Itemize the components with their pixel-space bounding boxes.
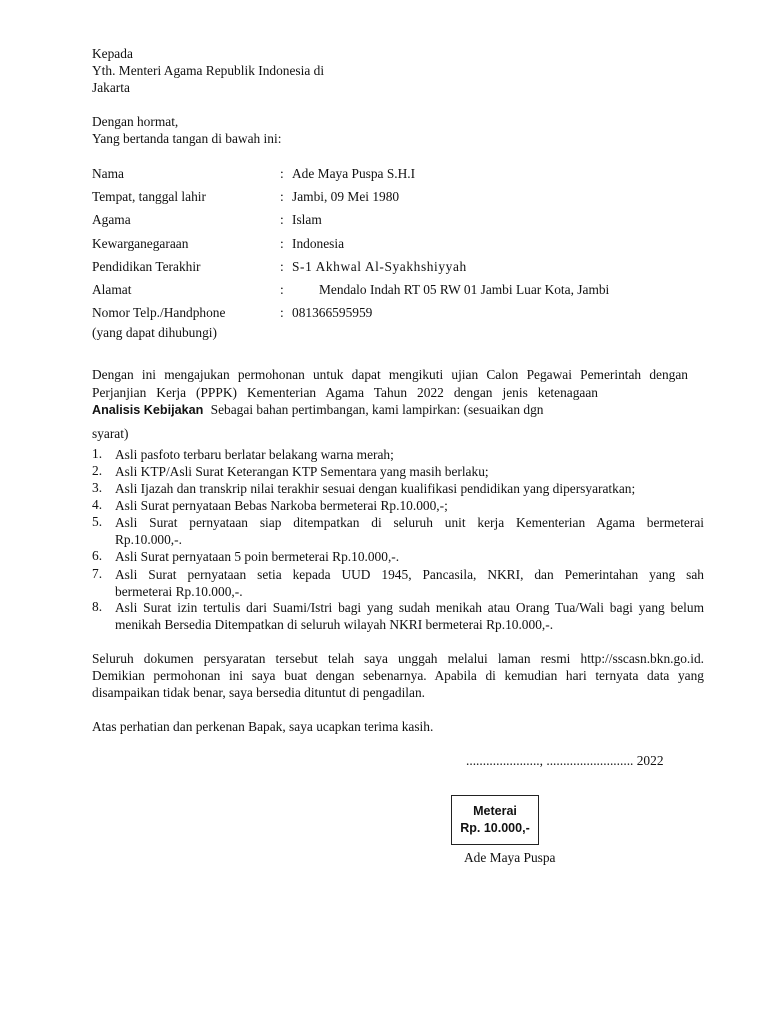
salutation: Dengan hormat, xyxy=(92,114,179,129)
stamp-box xyxy=(451,795,539,845)
identity-colon: : xyxy=(280,189,284,204)
identity-value: S-1 Akhwal Al-Syakhshiyyah xyxy=(292,259,467,274)
identity-value: Ade Maya Puspa S.H.I xyxy=(292,166,416,181)
closing-line-3: disampaikan tidak benar, saya bersedia dituntut di pengadilan. xyxy=(92,685,426,700)
date-line: ......................, .......................... 2022 xyxy=(466,753,664,768)
identity-colon: : xyxy=(280,305,284,320)
list-number: 7. xyxy=(92,566,103,581)
closing-line-1: Seluruh dokumen persyaratan tersebut telah saya unggah melalui laman resmi http://sscasn.bkn.go.id. xyxy=(92,651,704,666)
identity-label: Tempat, tanggal lahir xyxy=(92,189,206,204)
list-item-continuation: bermeterai Rp.10.000,-. xyxy=(115,584,243,599)
list-number: 3. xyxy=(92,480,103,495)
body-line-4: syarat) xyxy=(92,426,129,441)
list-item: Asli Surat izin tertulis dari Suami/Istri bagi yang sudah menikah atau Orang Tua/Wali bagi yang belum xyxy=(115,600,704,615)
list-item-continuation: menikah Bersedia Ditempatkan di seluruh wilayah NKRI bermeterai Rp.10.000,-. xyxy=(115,617,554,632)
signer-name: Ade Maya Puspa xyxy=(464,850,556,865)
identity-label: Pendidikan Terakhir xyxy=(92,259,201,274)
closing-thanks: Atas perhatian dan perkenan Bapak, saya ucapkan terima kasih. xyxy=(92,719,434,734)
list-item-continuation: Rp.10.000,-. xyxy=(115,532,182,547)
identity-value: Indonesia xyxy=(292,236,345,251)
recipient-line-1: Kepada xyxy=(92,46,133,61)
list-item: Asli KTP/Asli Surat Keterangan KTP Sementara yang masih berlaku; xyxy=(115,464,489,479)
identity-label: Kewarganegaraan xyxy=(92,236,189,251)
body-line-3 xyxy=(92,401,543,419)
intro-line: Yang bertanda tangan di bawah ini: xyxy=(92,131,282,146)
identity-value: Mendalo Indah RT 05 RW 01 Jambi Luar Kota, Jambi xyxy=(319,282,610,297)
identity-value: Islam xyxy=(292,212,322,227)
identity-value: 081366595959 xyxy=(292,305,373,320)
phone-note: (yang dapat dihubungi) xyxy=(92,325,217,340)
body-line-2: Perjanjian Kerja (PPPK) Kementerian Agama Tahun 2022 dengan jenis ketenagaan xyxy=(92,385,598,400)
closing-line-2: Demikian permohonan ini saya buat dengan sebenarnya. Apabila di kemudian hari ternyata data yang xyxy=(92,668,704,683)
list-item: Asli Surat pernyataan setia kepada UUD 1945, Pancasila, NKRI, dan Pemerintahan yang sah xyxy=(115,567,704,582)
body-line-3-rest: Sebagai bahan pertimbangan, kami lampirkan: (sesuaikan dgn xyxy=(210,402,544,417)
stamp-label: Meterai xyxy=(473,804,517,818)
identity-label: Nama xyxy=(92,166,124,181)
list-number: 2. xyxy=(92,463,103,478)
list-item: Asli Surat pernyataan 5 poin bermeterai Rp.10.000,-. xyxy=(115,549,400,564)
identity-label: Alamat xyxy=(92,282,132,297)
identity-label: Nomor Telp./Handphone xyxy=(92,305,226,320)
list-number: 4. xyxy=(92,497,103,512)
list-item: Asli Ijazah dan transkrip nilai terakhir sesuai dengan kualifikasi pendidikan yang dipersyaratkan; xyxy=(115,481,636,496)
identity-colon: : xyxy=(280,166,284,181)
identity-colon: : xyxy=(280,236,284,251)
recipient-line-3: Jakarta xyxy=(92,80,130,95)
list-number: 1. xyxy=(92,446,103,461)
body-line-1: Dengan ini mengajukan permohonan untuk dapat mengikuti ujian Calon Pegawai Pemerintah dengan xyxy=(92,367,688,382)
list-number: 5. xyxy=(92,514,103,529)
stamp-amount: Rp. 10.000,- xyxy=(460,821,530,835)
recipient-line-2: Yth. Menteri Agama Republik Indonesia di xyxy=(92,63,325,78)
identity-value: Jambi, 09 Mei 1980 xyxy=(292,189,400,204)
list-item: Asli Surat pernyataan siap ditempatkan di seluruh unit kerja Kementerian Agama bermeterai xyxy=(115,515,704,530)
list-item: Asli Surat pernyataan Bebas Narkoba bermeterai Rp.10.000,-; xyxy=(115,498,448,513)
list-number: 8. xyxy=(92,599,103,614)
list-item: Asli pasfoto terbaru berlatar belakang warna merah; xyxy=(115,447,394,462)
identity-colon: : xyxy=(280,282,284,297)
list-number: 6. xyxy=(92,548,103,563)
identity-colon: : xyxy=(280,259,284,274)
position-name: Analisis Kebijakan xyxy=(92,403,204,417)
identity-label: Agama xyxy=(92,212,131,227)
identity-colon: : xyxy=(280,212,284,227)
